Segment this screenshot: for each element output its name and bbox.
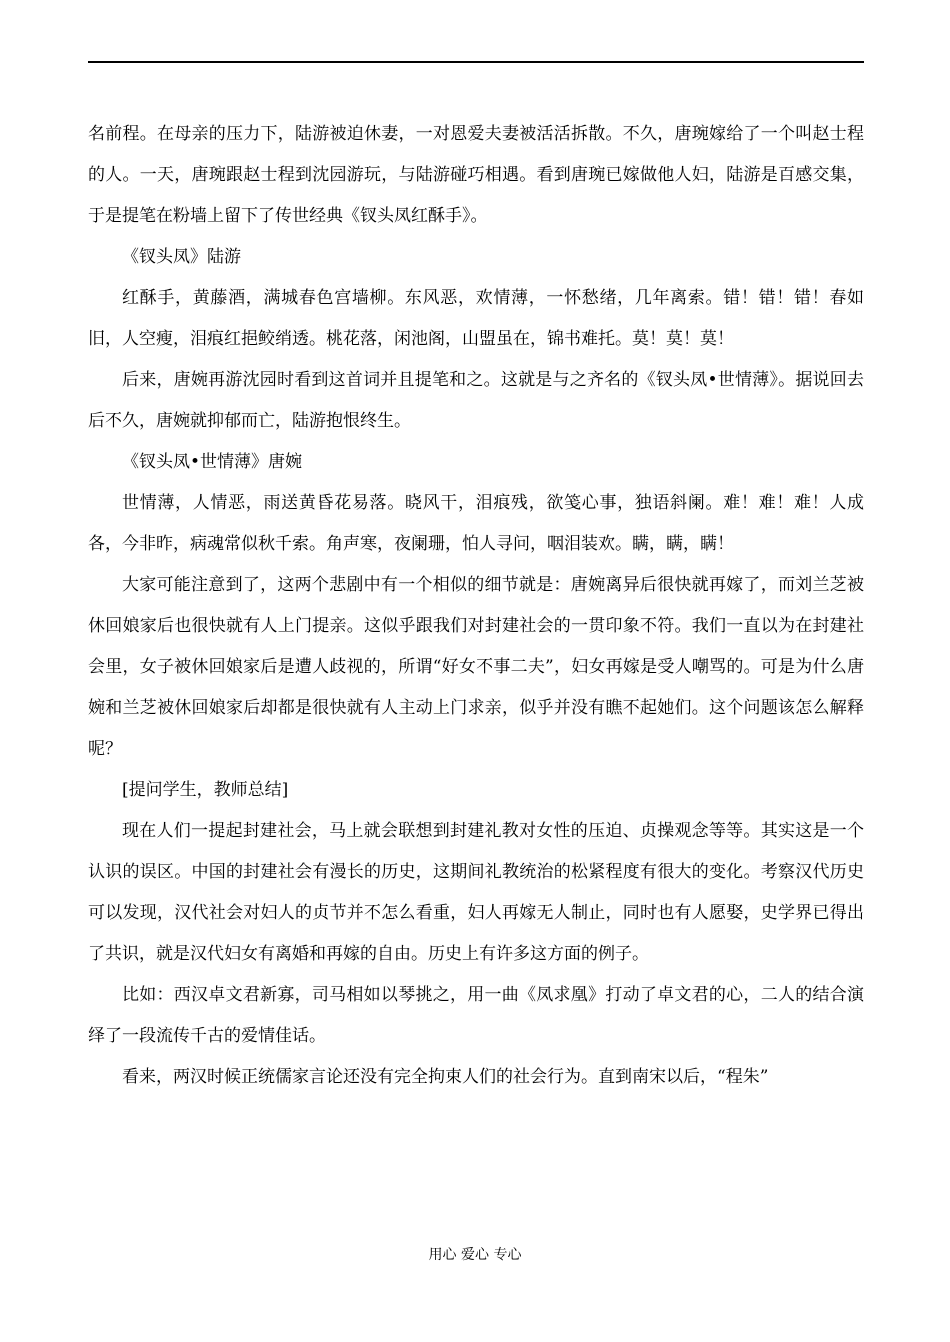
poem-title-lu-you: 《钗头凤》陆游 (122, 247, 241, 267)
teaching-note: [提问学生，教师总结] (122, 780, 289, 800)
paragraph-conclusion: 看来，两汉时候正统儒家言论还没有完全拘束人们的社会行为。直到南宋以后，“程朱” (122, 1067, 769, 1087)
poem-text-lu-you: 红酥手，黄藤酒，满城春色宫墙柳。东风恶，欢情薄，一怀愁绪，几年离索。错！错！错！春如旧，人空瘦，泪痕红挹鲛绡透。桃花落，闲池阁，山盟虽在，锦书难托。莫！莫！莫！ (88, 288, 864, 349)
paragraph-tang-wan-reply: 后来，唐婉再游沈园时看到这首词并且提笔和之。这就是与之齐名的《钗头凤•世情薄》。据说回去后不久，唐婉就抑郁而亡，陆游抱恨终生。 (88, 370, 864, 431)
paragraph-continuation: 名前程。在母亲的压力下，陆游被迫休妻，一对恩爱夫妻被活活拆散。不久，唐琬嫁给了一个叫赵士程的人。一天，唐琬跟赵士程到沈园游玩，与陆游碰巧相遇。看到唐琬已嫁做他人妇，陆游是百感交集，于是提笔在粉墙上留下了传世经典《钗头凤红酥手》。 (88, 124, 864, 226)
header-rule (88, 61, 864, 63)
paragraph-example: 比如：西汉卓文君新寡，司马相如以琴挑之，用一曲《凤求凰》打动了卓文君的心，二人的结合演绎了一段流传千古的爱情佳话。 (88, 985, 864, 1046)
poem-text-tang-wan: 世情薄，人情恶，雨送黄昏花易落。晓风干，泪痕残，欲笺心事，独语斜阑。难！难！难！人成各，今非昨，病魂常似秋千索。角声寒，夜阑珊，怕人寻问，咽泪装欢。瞒，瞒，瞒！ (88, 493, 864, 554)
poem-title-tang-wan: 《钗头凤•世情薄》唐婉 (122, 452, 303, 472)
paragraph-explanation: 现在人们一提起封建社会，马上就会联想到封建礼教对女性的压迫、贞操观念等等。其实这是一个认识的误区。中国的封建社会有漫长的历史，这期间礼教统治的松紧程度有很大的变化。考察汉代历史可以发现，汉代社会对妇人的贞节并不怎么看重，妇人再嫁无人制止，同时也有人愿娶，史学界已得出了共识，就是汉代妇女有离婚和再嫁的自由。历史上有许多这方面的例子。 (88, 821, 864, 964)
document-body (88, 114, 864, 1098)
page-footer: 用心 爱心 专心 (428, 1247, 522, 1263)
paragraph-question: 大家可能注意到了，这两个悲剧中有一个相似的细节就是：唐婉离异后很快就再嫁了，而刘兰芝被休回娘家后也很快就有人上门提亲。这似乎跟我们对封建社会的一贯印象不符。我们一直以为在封建社会里，女子被休回娘家后是遭人歧视的，所谓“好女不事二夫”，妇女再嫁是受人嘲骂的。可是为什么唐婉和兰芝被休回娘家后却都是很快就有人主动上门求亲，似乎并没有瞧不起她们。这个问题该怎么解释呢？ (88, 575, 864, 759)
